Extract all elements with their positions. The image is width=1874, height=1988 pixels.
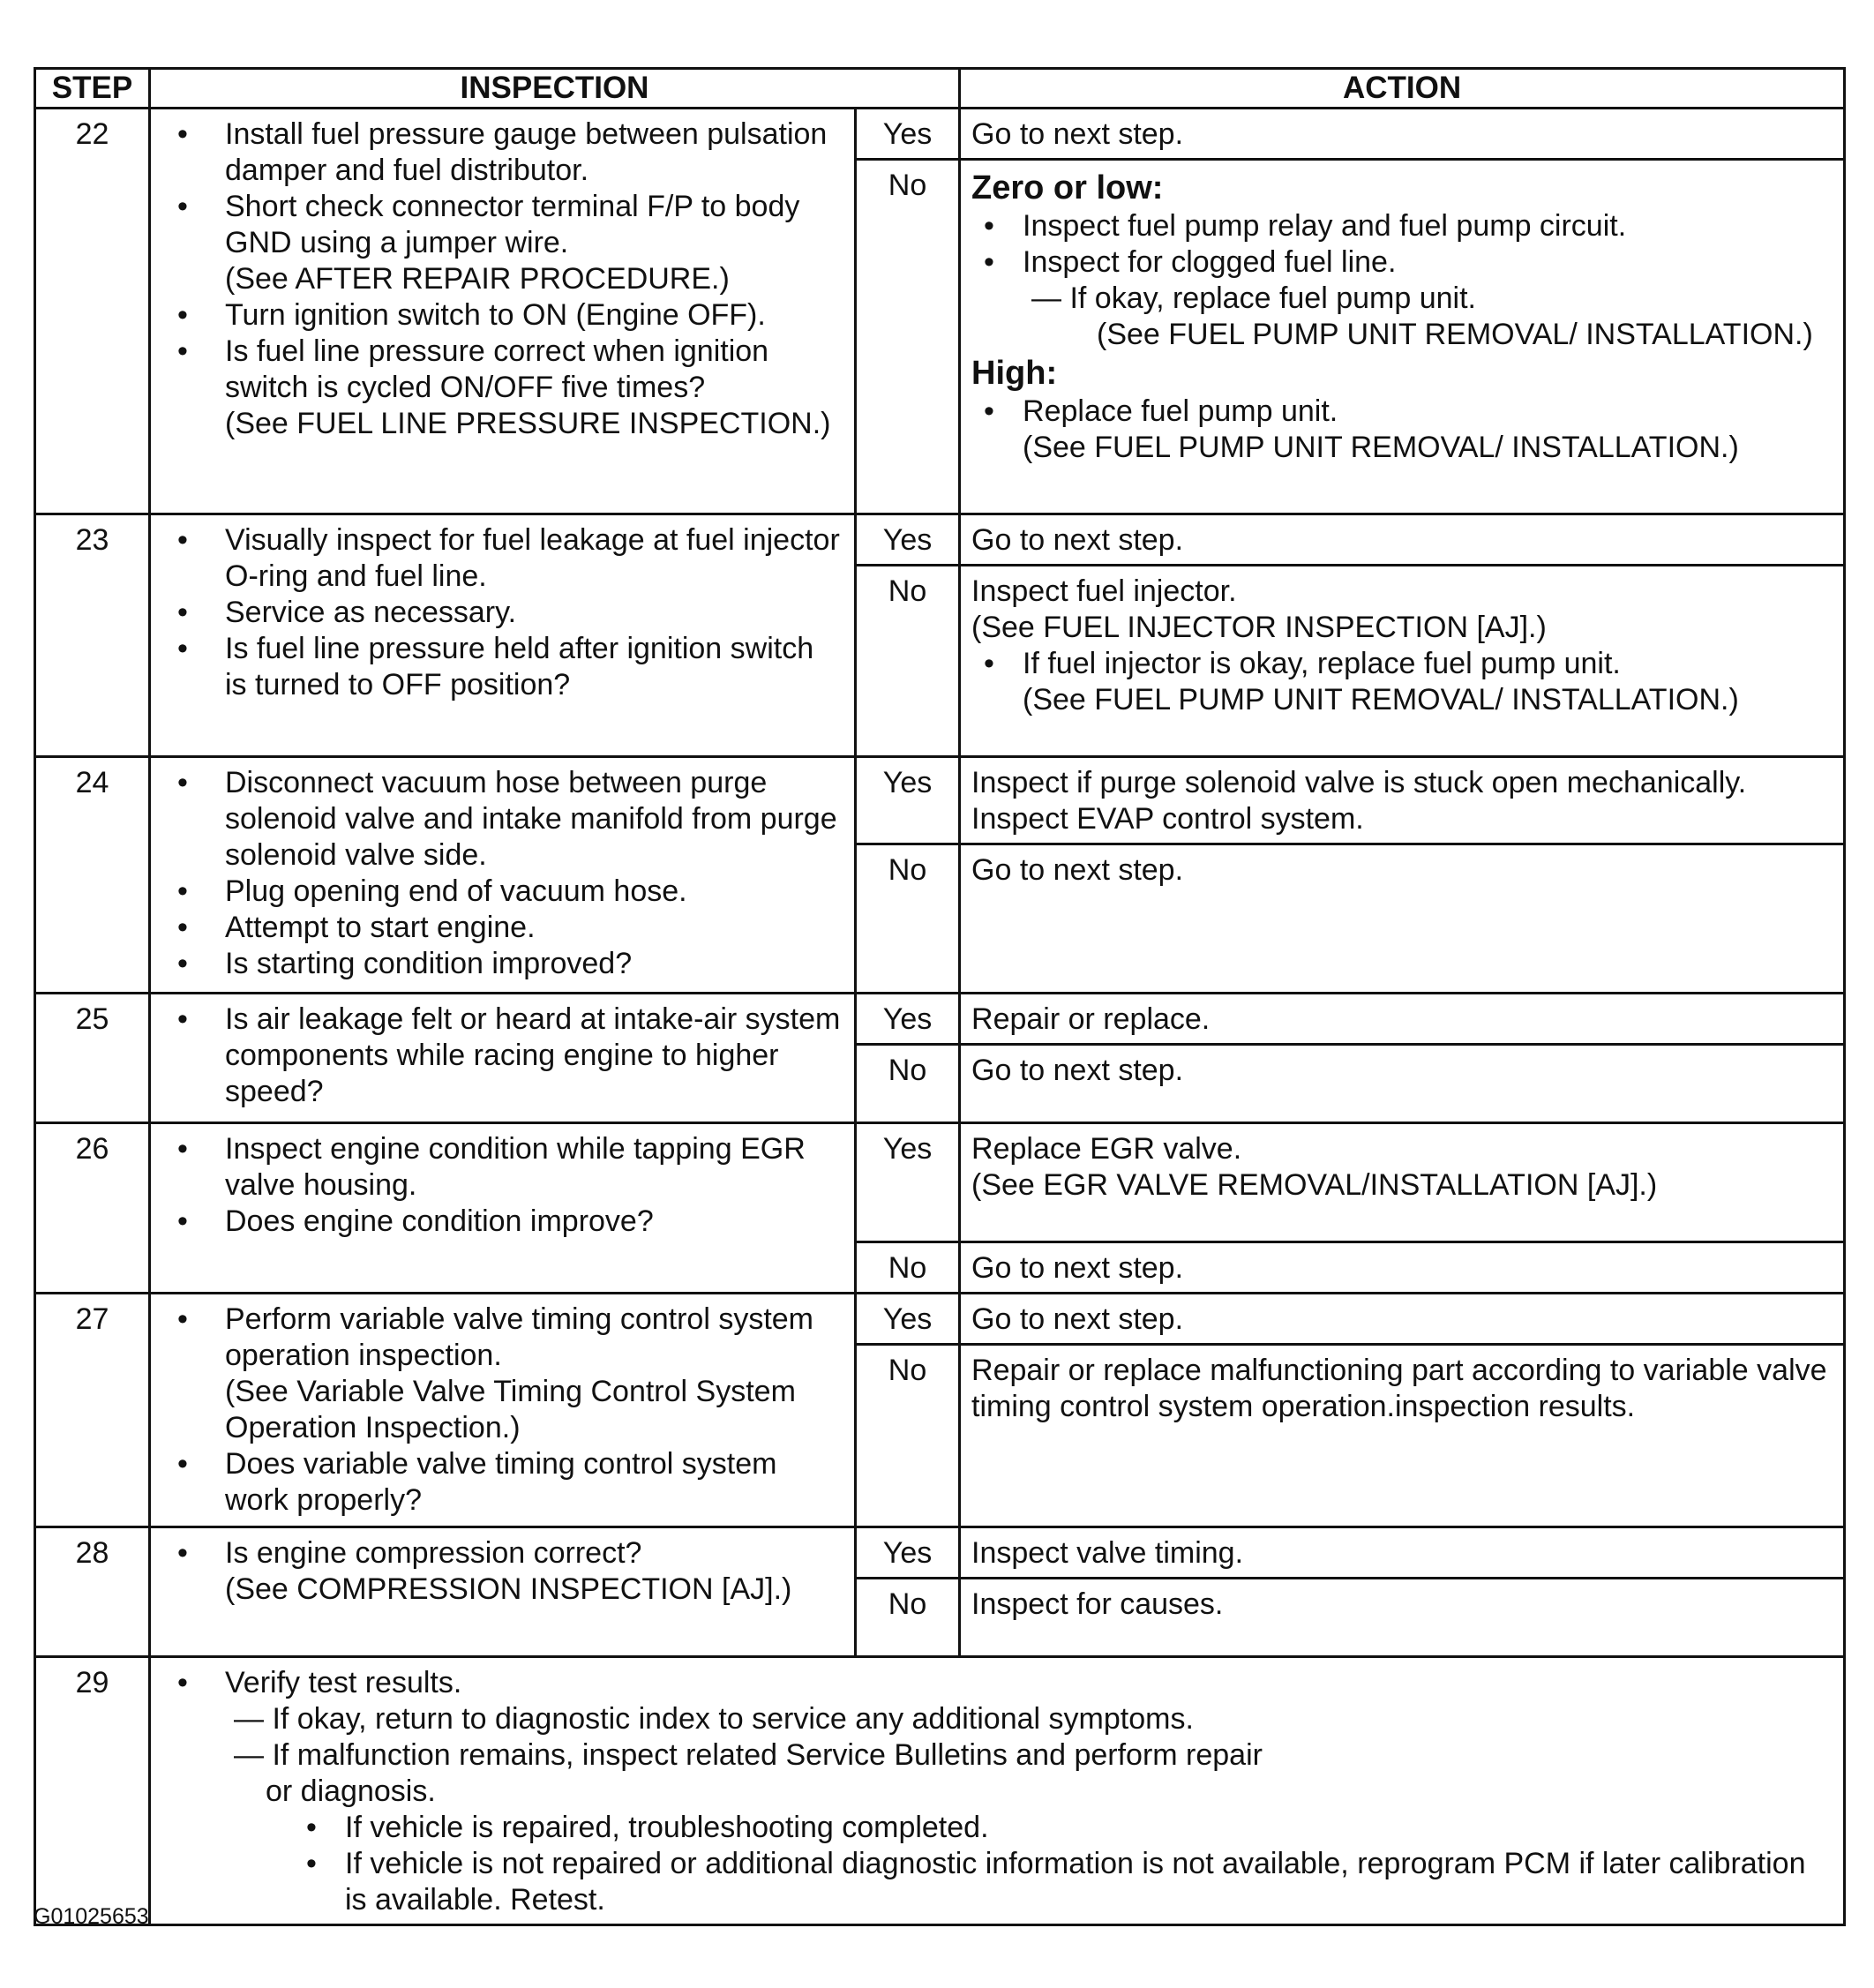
inspection-item: • Service as necessary. [177, 595, 843, 631]
no-action: Repair or replace malfunctioning part according to variable valve timing control system operation.inspection results. [960, 1345, 1845, 1527]
column-header-inspection: INSPECTION [150, 69, 960, 109]
no-action: Inspect for causes. [960, 1579, 1845, 1657]
inspection-item: • Is air leakage felt or heard at intake-air system components while racing engine to higher speed? [177, 1002, 843, 1110]
inspection-item: • Turn ignition switch to ON (Engine OFF). [177, 297, 843, 334]
action-line: Replace EGR valve. [971, 1132, 1242, 1166]
final-nested-item: • If vehicle is repaired, troubleshooting completed. [306, 1810, 1833, 1846]
final-subitem: — If malfunction remains, inspect related Service Bulletins and perform repair [234, 1738, 1263, 1772]
no-label: No [856, 1045, 960, 1123]
inspection-item: • Perform variable valve timing control system operation inspection. (See Variable Valve Timing Control System Operation Inspection.) [177, 1302, 843, 1446]
yes-label: Yes [856, 1294, 960, 1345]
diagnostic-table-container [34, 67, 1843, 1926]
step-number: 29 [35, 1657, 150, 1925]
figure-id: G01025653 [34, 1904, 149, 1929]
no-label: No [856, 844, 960, 994]
inspection-item: • Plug opening end of vacuum hose. [177, 874, 843, 910]
yes-label: Yes [856, 994, 960, 1045]
yes-label: Yes [856, 1527, 960, 1579]
step-number: 27 [35, 1294, 150, 1527]
inspection-cell [150, 1123, 856, 1294]
step-row-25-yes [35, 994, 1845, 1045]
step-row-29 [35, 1657, 1845, 1925]
no-label: No [856, 160, 960, 514]
yes-label: Yes [856, 757, 960, 844]
inspection-cell [150, 1527, 856, 1657]
reference-note: (See FUEL PUMP UNIT REMOVAL/ INSTALLATION.) [1097, 318, 1813, 351]
step-row-28-yes [35, 1527, 1845, 1579]
step-row-27-yes [35, 1294, 1845, 1345]
column-header-step: STEP [35, 69, 150, 109]
yes-action: Repair or replace. [960, 994, 1845, 1045]
no-action [960, 160, 1845, 514]
no-label: No [856, 1579, 960, 1657]
yes-action: Go to next step. [960, 514, 1845, 566]
final-step-cell [150, 1657, 1845, 1925]
inspection-item: • Does variable valve timing control system work properly? [177, 1446, 843, 1519]
action-item: • Inspect fuel pump relay and fuel pump circuit. [984, 208, 1833, 244]
yes-action: Go to next step. [960, 109, 1845, 160]
step-row-26-yes [35, 1123, 1845, 1242]
step-number: 24 [35, 757, 150, 994]
condition-heading: High: [971, 355, 1058, 392]
inspection-item: • Verify test results. — If okay, return to diagnostic index to service any additional symptoms. — If malfunction remains, inspect related Service Bulletins and perform repair or diagnosis. • If vehicle is repaired, troubleshooting completed. • If vehicle is not repaired or additional diagnostic information is not available, reprogram PCM if later calibration is available. Retest. [177, 1665, 1833, 1918]
action-item: • If fuel injector is okay, replace fuel pump unit. (See FUEL PUMP UNIT REMOVAL/ INSTALLATION.) [984, 646, 1833, 718]
inspection-cell [150, 109, 856, 514]
yes-label: Yes [856, 1123, 960, 1242]
reference-note: (See AFTER REPAIR PROCEDURE.) [225, 262, 730, 296]
inspection-item: • Short check connector terminal F/P to body GND using a jumper wire. (See AFTER REPAIR PROCEDURE.) [177, 189, 843, 297]
table-header-row [35, 69, 1845, 109]
no-action: Go to next step. [960, 1242, 1845, 1294]
inspection-cell [150, 757, 856, 994]
inspection-item: • Visually inspect for fuel leakage at fuel injector O-ring and fuel line. [177, 522, 843, 595]
step-number: 26 [35, 1123, 150, 1294]
inspection-cell [150, 994, 856, 1123]
reference-note: (See FUEL INJECTOR INSPECTION [AJ].) [971, 611, 1547, 644]
column-header-action: ACTION [960, 69, 1845, 109]
inspection-item: • Inspect engine condition while tapping EGR valve housing. [177, 1131, 843, 1204]
action-item: • Inspect for clogged fuel line. — If okay, replace fuel pump unit. (See FUEL PUMP UNIT REMOVAL/ INSTALLATION.) [984, 244, 1833, 353]
inspection-cell [150, 1294, 856, 1527]
no-label: No [856, 566, 960, 757]
reference-note: (See FUEL PUMP UNIT REMOVAL/ INSTALLATION.) [1023, 431, 1739, 464]
no-action: Go to next step. [960, 1045, 1845, 1123]
step-row-24-yes [35, 757, 1845, 844]
inspection-cell [150, 514, 856, 757]
final-subitem-continued: or diagnosis. [266, 1774, 436, 1808]
inspection-item: • Install fuel pressure gauge between pulsation damper and fuel distributor. [177, 116, 843, 189]
inspection-item: • Is fuel line pressure held after ignition switch is turned to OFF position? [177, 631, 843, 703]
diagnostic-procedure-table [34, 67, 1846, 1926]
step-number: 25 [35, 994, 150, 1123]
action-subitem: — If okay, replace fuel pump unit. [1031, 281, 1476, 315]
final-nested-item: • If vehicle is not repaired or additional diagnostic information is not available, reprogram PCM if later calibration is available. Retest. [306, 1846, 1833, 1918]
no-label: No [856, 1242, 960, 1294]
no-action [960, 566, 1845, 757]
inspection-item: • Is engine compression correct? (See COMPRESSION INSPECTION [AJ].) [177, 1535, 843, 1608]
reference-note: (See FUEL LINE PRESSURE INSPECTION.) [225, 407, 831, 440]
reference-note: (See COMPRESSION INSPECTION [AJ].) [225, 1572, 792, 1606]
reference-note: (See EGR VALVE REMOVAL/INSTALLATION [AJ].) [971, 1168, 1658, 1202]
final-subitem: — If okay, return to diagnostic index to service any additional symptoms. [234, 1702, 1194, 1736]
action-line: Inspect fuel injector. [971, 574, 1237, 608]
yes-label: Yes [856, 109, 960, 160]
yes-action: Inspect valve timing. [960, 1527, 1845, 1579]
condition-heading: Zero or low: [971, 169, 1164, 206]
step-number: 28 [35, 1527, 150, 1657]
inspection-item: • Does engine condition improve? [177, 1204, 843, 1240]
yes-action: Inspect if purge solenoid valve is stuck open mechanically. Inspect EVAP control system. [960, 757, 1845, 844]
yes-action [960, 1123, 1845, 1242]
inspection-item: • Disconnect vacuum hose between purge solenoid valve and intake manifold from purge solenoid valve side. [177, 765, 843, 874]
reference-note: (See FUEL PUMP UNIT REMOVAL/ INSTALLATION.) [1023, 683, 1739, 716]
inspection-item: • Is starting condition improved? [177, 946, 843, 982]
yes-label: Yes [856, 514, 960, 566]
no-label: No [856, 1345, 960, 1527]
action-item: • Replace fuel pump unit. (See FUEL PUMP UNIT REMOVAL/ INSTALLATION.) [984, 394, 1833, 466]
reference-note: (See Variable Valve Timing Control System Operation Inspection.) [225, 1375, 796, 1444]
step-row-22-yes [35, 109, 1845, 160]
no-action: Go to next step. [960, 844, 1845, 994]
step-row-23-yes [35, 514, 1845, 566]
yes-action: Go to next step. [960, 1294, 1845, 1345]
step-number: 23 [35, 514, 150, 757]
step-number: 22 [35, 109, 150, 514]
inspection-item: • Is fuel line pressure correct when ignition switch is cycled ON/OFF five times? (See FUEL LINE PRESSURE INSPECTION.) [177, 334, 843, 442]
inspection-item: • Attempt to start engine. [177, 910, 843, 946]
